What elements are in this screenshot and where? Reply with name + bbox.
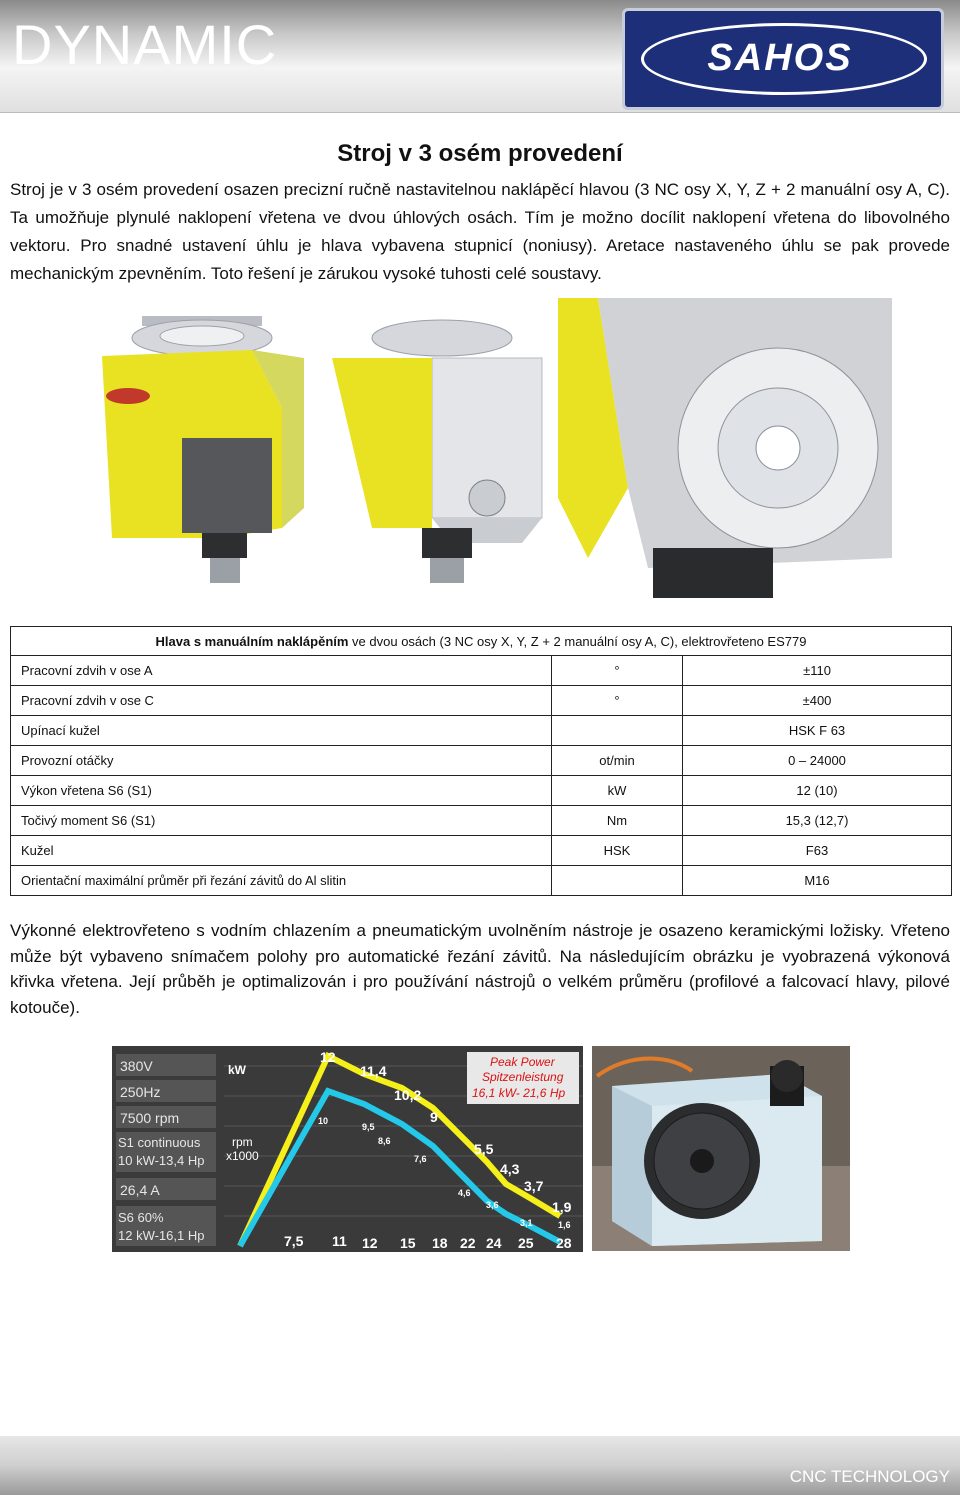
row-label: Provozní otáčky [11, 746, 552, 776]
footer-text: CNC TECHNOLOGY [789, 1467, 950, 1486]
page-footer [0, 1436, 960, 1495]
s1-label: 7,6 [414, 1154, 427, 1164]
peak-label-3: 16,1 kW- 21,6 Hp [472, 1086, 566, 1100]
intro-paragraph: Stroj je v 3 osém provedení osazen precizní ručně nastavitelnou naklápěcí hlavou (3 NC osy X, Y, Z + 2 manuální osy A, C). Ta umožňuje plynulé naklopení vřetena ve dvou úhlových osách. Tím je možno docílit naklopení vřetena do libovolného vektoru. Pro snadné ustavení úhlu je hlava vybavena stupnicí (noniusy). Aretace nastaveného úhlu se pak provede mechanickým zpevněním. Toto řešení je zárukou vysoké tuhosti celé soustavy. [10, 180, 950, 283]
spec-s1-line2: 10 kW-13,4 Hp [118, 1153, 205, 1168]
s1-label: 3,6 [486, 1200, 499, 1210]
spec-rpm: 7500 rpm [120, 1110, 180, 1126]
row-value: 15,3 (12,7) [683, 806, 952, 836]
row-label: Pracovní zdvih v ose A [11, 656, 552, 686]
row-label: Pracovní zdvih v ose C [11, 686, 552, 716]
y-unit-label: kW [228, 1063, 246, 1077]
logo-text: SAHOS [707, 37, 853, 79]
row-label: Točivý moment S6 (S1) [11, 806, 552, 836]
row-value: ±110 [683, 656, 952, 686]
spec-frequency: 250Hz [120, 1084, 161, 1100]
spec-table-header-rest: ve dvou osách (3 NC osy X, Y, Z + 2 manuální osy A, C), elektrovřeteno ES779 [348, 633, 807, 649]
row-unit [552, 716, 683, 746]
table-row [11, 656, 952, 686]
spec-s6-line1: S6 60% [118, 1210, 164, 1225]
s6-label: 11,4 [360, 1063, 387, 1079]
s6-label: 4,3 [500, 1161, 520, 1177]
x-unit-line2: x1000 [226, 1149, 259, 1163]
peak-label-2: Spitzenleistung [482, 1070, 564, 1084]
spec-table-header-row [11, 627, 952, 656]
table-row [11, 866, 952, 896]
table-row [11, 836, 952, 866]
x-unit-line1: rpm [232, 1135, 253, 1149]
spindle-head-photo-side [312, 298, 552, 604]
row-label: Orientační maximální průměr při řezání závitů do Al slitin [11, 866, 552, 896]
row-unit: ot/min [552, 746, 683, 776]
spec-table-header [11, 627, 952, 656]
spec-s1-line1: S1 continuous [118, 1135, 201, 1150]
spec-current: 26,4 A [120, 1182, 160, 1198]
rpm-tick: 12 [362, 1235, 378, 1251]
spindle-head-scale-closeup [558, 298, 892, 604]
row-unit: Nm [552, 806, 683, 836]
row-value: F63 [683, 836, 952, 866]
s1-label: 1,6 [558, 1220, 571, 1230]
row-value: 12 (10) [683, 776, 952, 806]
spec-voltage: 380V [120, 1058, 153, 1074]
s1-label: 10 [318, 1116, 329, 1126]
row-value: HSK F 63 [683, 716, 952, 746]
s1-label: 4,6 [458, 1188, 471, 1198]
page-header [0, 0, 960, 113]
row-unit: ° [552, 656, 683, 686]
header-title: DYNAMIC [12, 13, 278, 76]
row-value: ±400 [683, 686, 952, 716]
spec-table-header-bold: Hlava s manuálním naklápěním [155, 633, 349, 649]
spec-s6-line2: 12 kW-16,1 Hp [118, 1228, 205, 1243]
rpm-tick: 15 [400, 1235, 416, 1251]
rpm-tick: 11 [332, 1233, 347, 1249]
row-unit: ° [552, 686, 683, 716]
table-row [11, 776, 952, 806]
table-row [11, 716, 952, 746]
row-value: 0 – 24000 [683, 746, 952, 776]
table-row [11, 806, 952, 836]
row-unit [552, 866, 683, 896]
s6-label: 3,7 [524, 1178, 544, 1194]
rpm-tick: 7,5 [284, 1233, 304, 1249]
spec-table [10, 626, 952, 896]
row-value: M16 [683, 866, 952, 896]
rpm-tick: 22 [460, 1235, 476, 1251]
row-label: Kužel [11, 836, 552, 866]
s6-label: 5,5 [474, 1141, 494, 1157]
row-unit: kW [552, 776, 683, 806]
s1-label: 8,6 [378, 1136, 391, 1146]
spindle-head-photo-front [72, 298, 304, 604]
row-label: Výkon vřetena S6 (S1) [11, 776, 552, 806]
row-label: Upínací kužel [11, 716, 552, 746]
rpm-tick: 18 [432, 1235, 448, 1251]
sahos-logo [622, 8, 944, 110]
spindle-description: Výkonné elektrovřeteno s vodním chlazením a pneumatickým uvolněním nástroje je osazeno keramickými ložisky. Vřeteno může být vybaveno snímačem polohy pro automatické řezání závitů. Na následujícím obrázku je vyobrazená výkonová křivka vřetena. Její průběh je optimalizován i pro používání nástrojů o velkém průměru (profilové a falcovací hlavy, pilové kotouče). [10, 921, 950, 1017]
s1-label: 3,1 [520, 1218, 533, 1228]
s1-label: 9,5 [362, 1122, 375, 1132]
cooling-unit-photo [592, 1046, 850, 1251]
rpm-tick: 28 [556, 1235, 572, 1251]
page-title: Stroj v 3 osém provedení [337, 140, 623, 167]
s6-label: 1,9 [552, 1199, 572, 1215]
table-row [11, 746, 952, 776]
spindle-head-photos [72, 298, 892, 604]
s6-label: 10,2 [394, 1087, 422, 1103]
row-unit: HSK [552, 836, 683, 866]
s6-label: 12 [320, 1049, 336, 1065]
table-row [11, 686, 952, 716]
rpm-tick: 25 [518, 1235, 534, 1251]
power-curve-image [112, 1046, 583, 1252]
rpm-tick: 24 [486, 1235, 502, 1251]
s6-label: 9 [430, 1109, 438, 1125]
peak-label-1: Peak Power [490, 1055, 555, 1069]
